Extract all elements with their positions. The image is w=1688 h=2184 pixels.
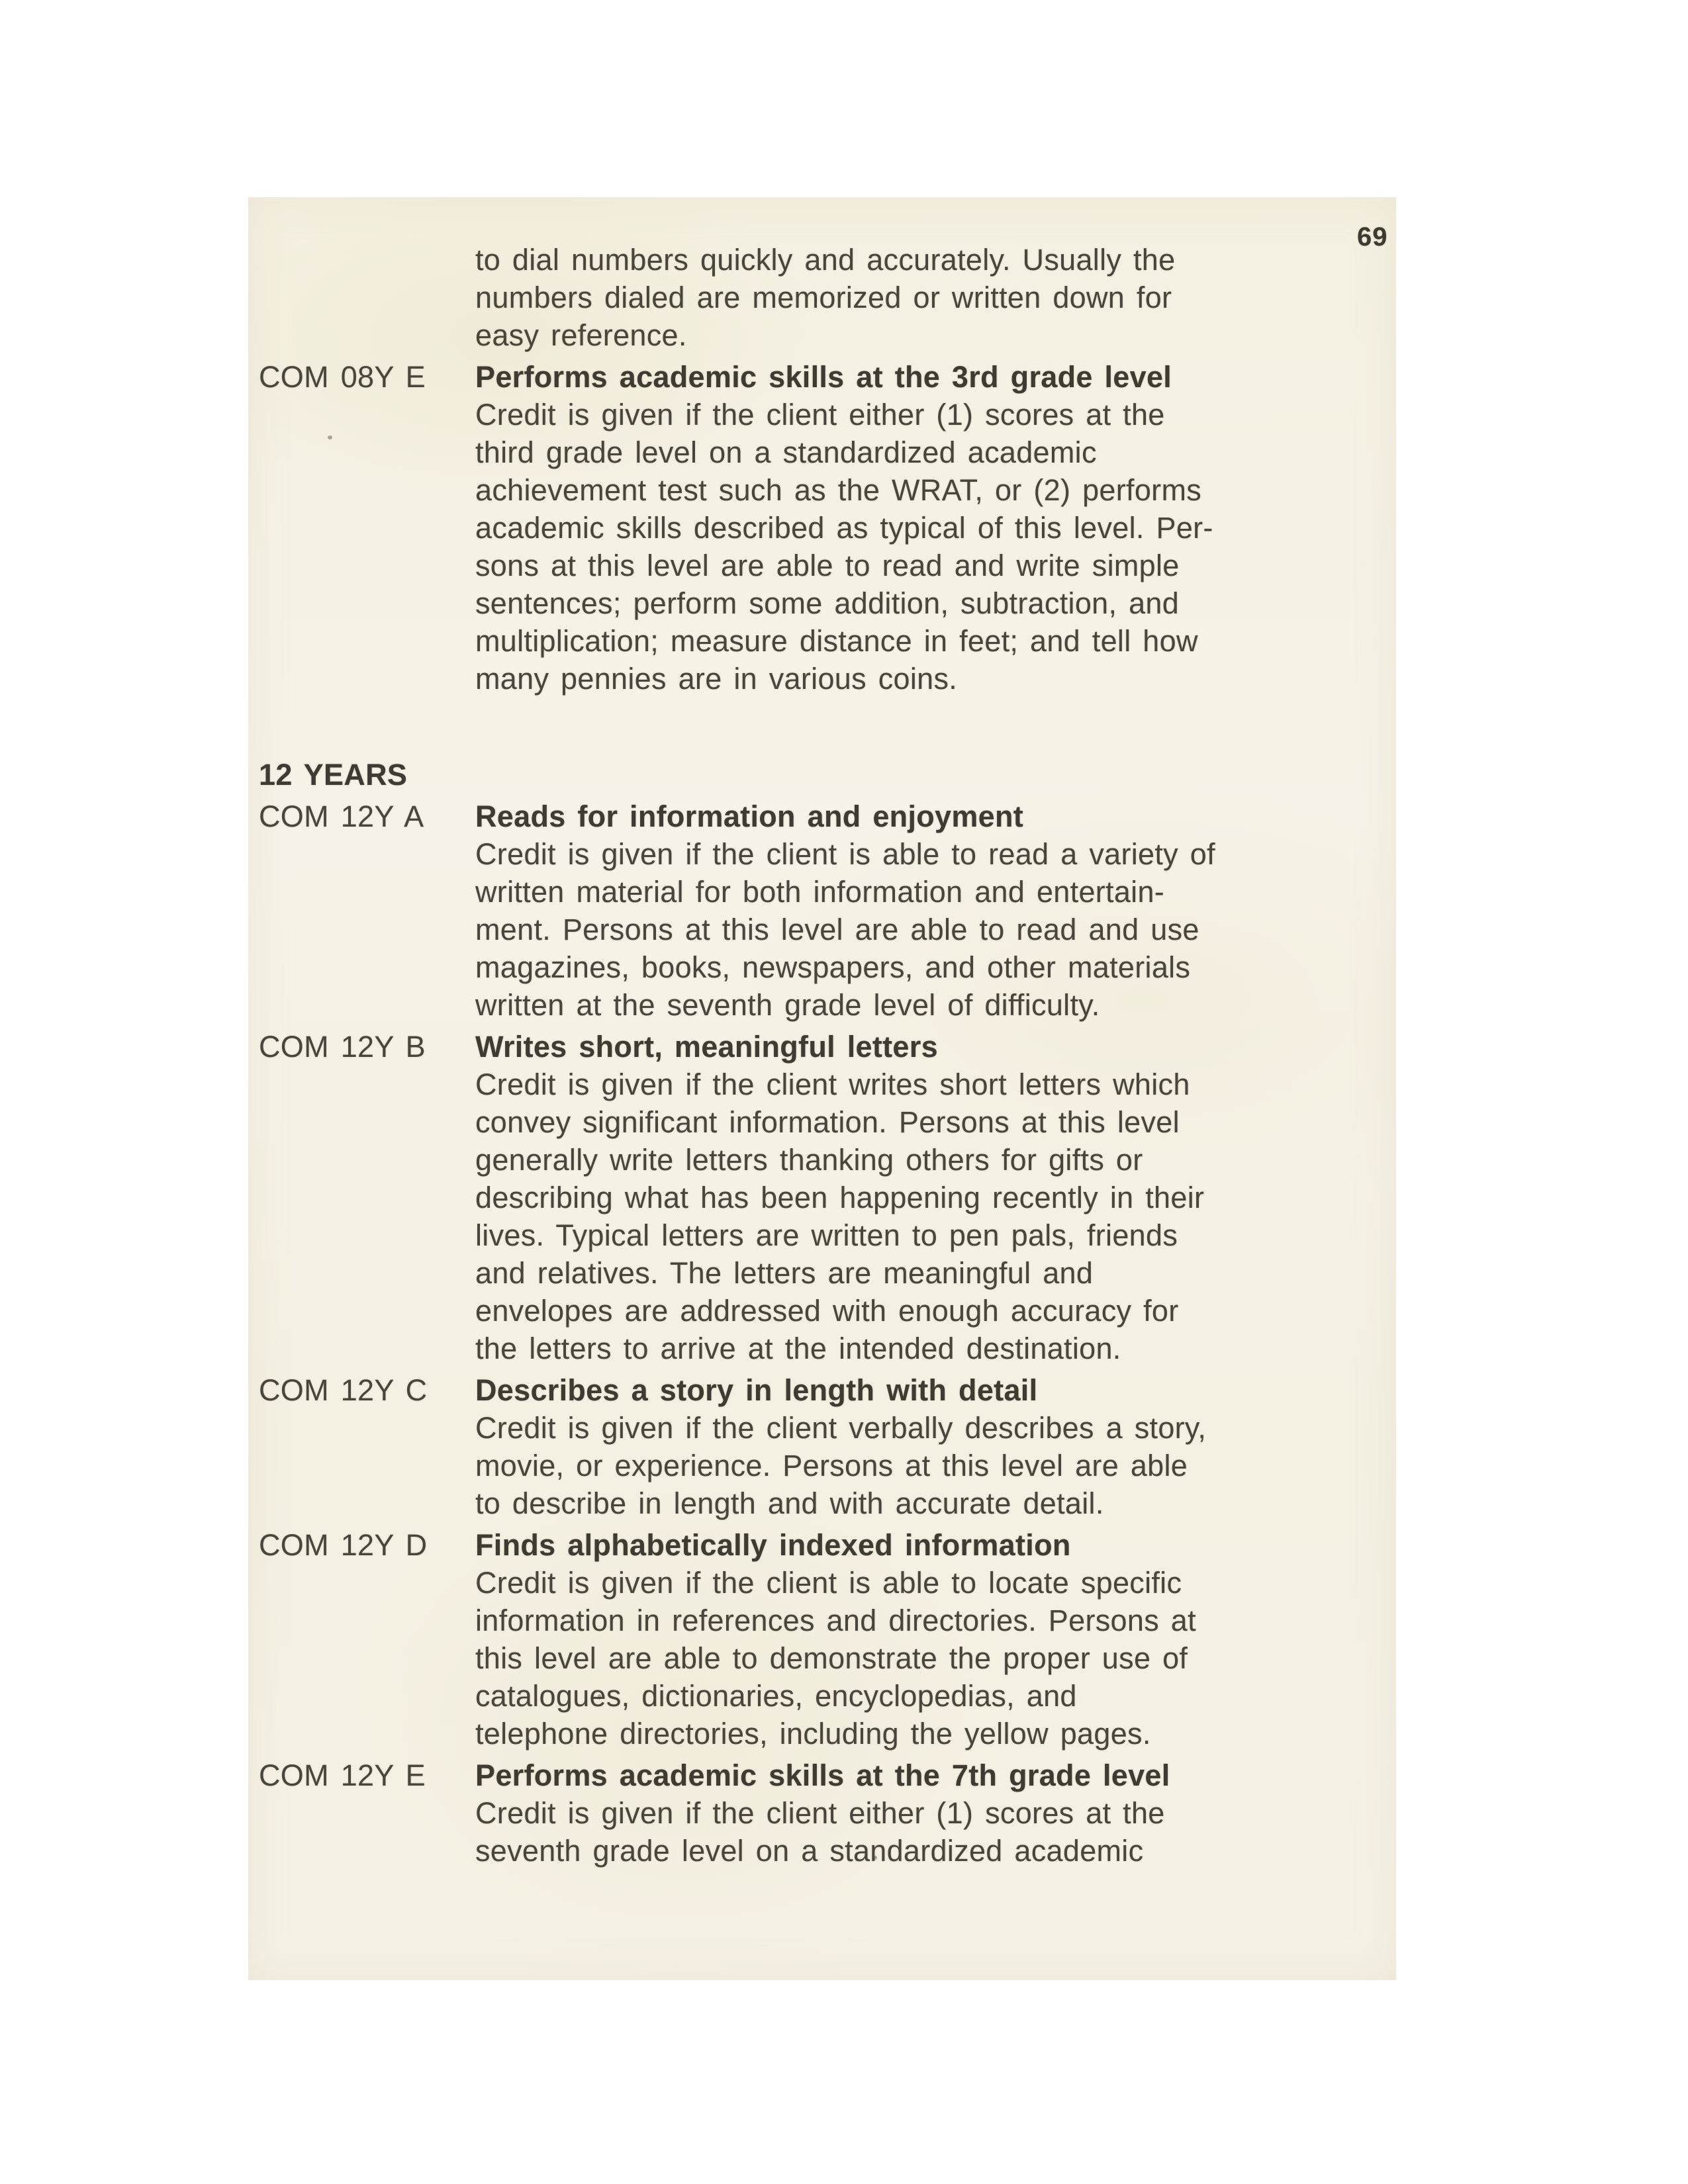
item-body [475,358,1384,698]
text-line: Credit is given if the client writes short letters which [475,1068,1190,1101]
scanned-document-page [248,197,1396,1980]
text-line: magazines, books, newspapers, and other materials [475,950,1191,984]
item-body [475,241,1384,354]
com-item-08y-e [259,358,1384,698]
text-line: academic skills described as typical of this level. Per- [475,511,1213,545]
text-line: and relatives. The letters are meaningful and [475,1256,1094,1290]
text-line: sons at this level are able to read and write simple [475,549,1180,582]
text-line: achievement test such as the WRAT, or (2) performs [475,473,1202,507]
item-code: COM 12Y B [259,1030,426,1064]
page-number: 69 [1357,222,1388,251]
text-line: Credit is given if the client verbally describes a story, [475,1411,1207,1445]
com-item-12y-d [259,1526,1384,1752]
paragraph-continuation [259,241,1384,354]
item-code: COM 12Y D [259,1528,428,1562]
text-line: to dial numbers quickly and accurately. Usually the [475,243,1176,277]
item-body [475,1371,1384,1522]
text-line: numbers dialed are memorized or written down for [475,281,1172,314]
item-body [475,1526,1384,1752]
text-line: ment. Persons at this level are able to read and use [475,913,1199,946]
text-line: Credit is given if the client is able to read a variety of [475,837,1215,871]
item-title: Writes short, meaningful letters [475,1030,938,1064]
page-content [259,241,1384,1870]
item-body [475,1756,1384,1870]
text-line: multiplication; measure distance in feet; and tell how [475,624,1198,658]
item-code: COM 12Y C [259,1373,428,1407]
text-line: sentences; perform some addition, subtraction, and [475,586,1180,620]
item-body [475,1028,1384,1367]
text-line: convey significant information. Persons at this level [475,1105,1180,1139]
text-line: Credit is given if the client either (1) scores at the [475,1796,1165,1830]
text-line: telephone directories, including the yellow pages. [475,1717,1151,1751]
item-title: Performs academic skills at the 7th grade level [475,1758,1170,1792]
text-line: seventh grade level on a standardized academic [475,1834,1144,1868]
text-line: lives. Typical letters are written to pen pals, friends [475,1218,1178,1252]
text-line: written at the seventh grade level of difficulty. [475,988,1100,1022]
text-line: written material for both information and entertain- [475,875,1165,909]
com-item-12y-b [259,1028,1384,1367]
item-body [475,797,1384,1024]
item-title: Performs academic skills at the 3rd grade level [475,360,1172,394]
text-line: generally write letters thanking others for gifts or [475,1143,1143,1177]
text-line: third grade level on a standardized academic [475,435,1097,469]
text-line: the letters to arrive at the intended destination. [475,1332,1121,1365]
item-code: COM 12Y A [259,799,424,833]
section-header-12-years: 12 YEARS [259,758,408,792]
text-line: movie, or experience. Persons at this level are able [475,1449,1188,1482]
item-code: COM 12Y E [259,1758,426,1792]
text-line: this level are able to demonstrate the proper use of [475,1641,1188,1675]
text-line: describing what has been happening recently in their [475,1181,1205,1214]
item-title: Finds alphabetically indexed information [475,1528,1071,1562]
text-line: Credit is given if the client is able to locate specific [475,1566,1182,1600]
item-title: Describes a story in length with detail [475,1373,1038,1407]
item-title: Reads for information and enjoyment [475,799,1024,833]
text-line: catalogues, dictionaries, encyclopedias, and [475,1679,1077,1713]
text-line: information in references and directories. Persons at [475,1604,1196,1637]
item-code: COM 08Y E [259,360,426,394]
com-item-12y-a [259,797,1384,1024]
text-line: many pennies are in various coins. [475,662,958,696]
text-line: to describe in length and with accurate detail. [475,1486,1104,1520]
text-line: Credit is given if the client either (1) scores at the [475,398,1165,432]
com-item-12y-e [259,1756,1384,1870]
text-line: envelopes are addressed with enough accuracy for [475,1294,1179,1328]
com-item-12y-c [259,1371,1384,1522]
text-line: easy reference. [475,318,687,352]
